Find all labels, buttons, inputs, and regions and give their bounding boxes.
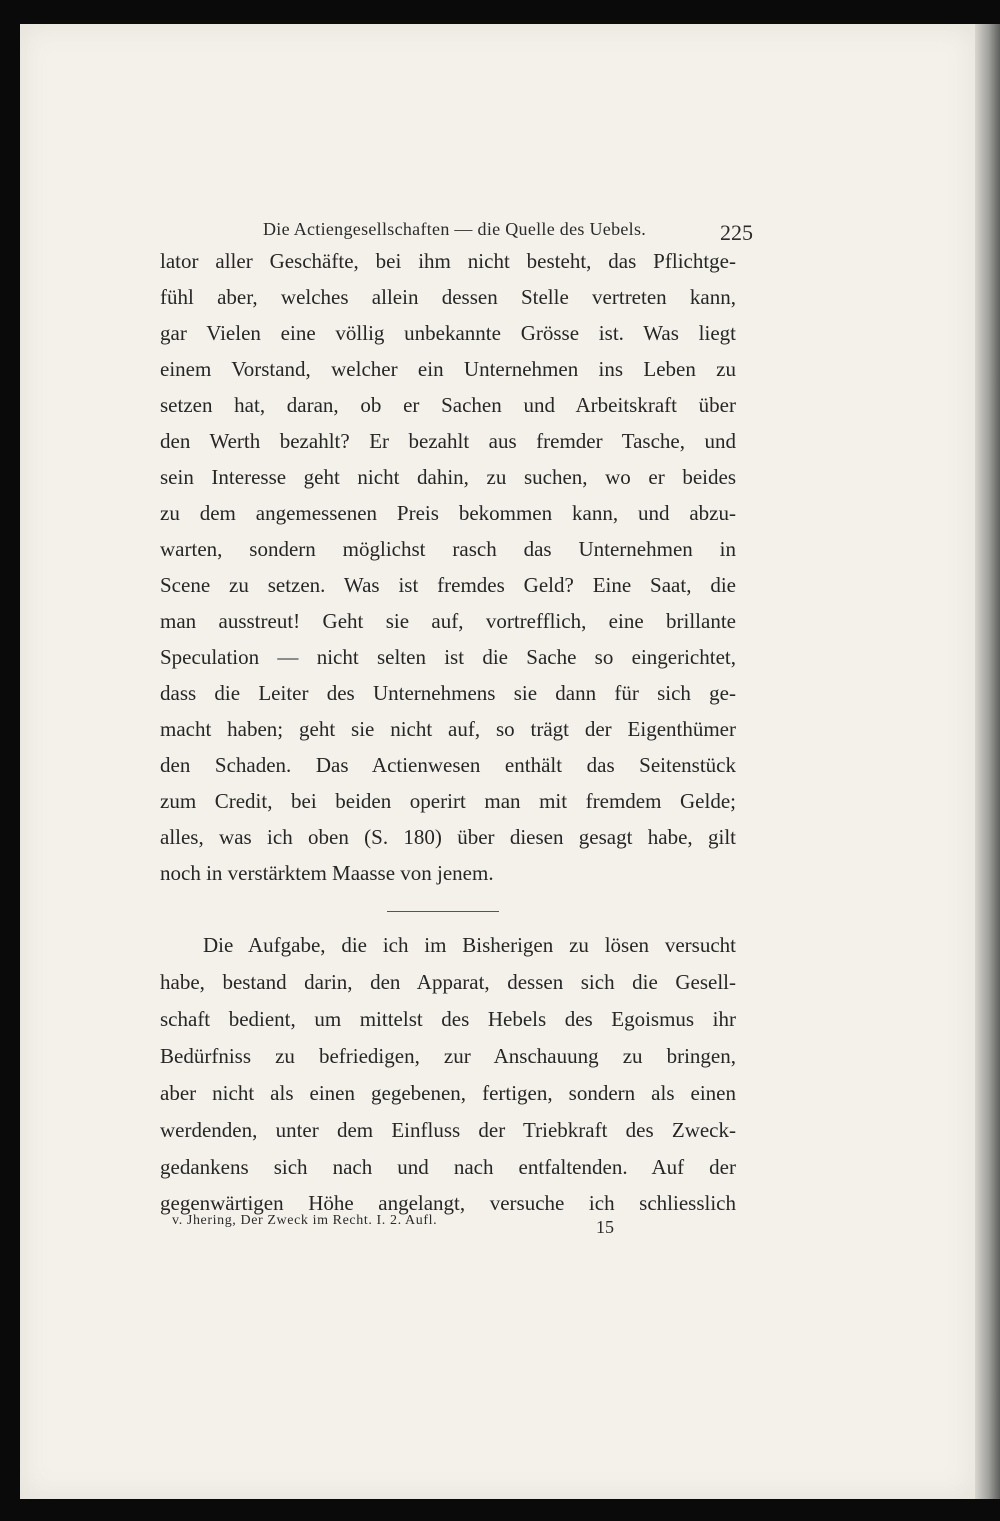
text-line: Scene zu setzen. Was ist fremdes Geld? Eine Saat, die: [160, 573, 736, 597]
section-divider: [387, 911, 499, 912]
text-line: den Schaden. Das Actienwesen enthält das Seitenstück: [160, 753, 736, 777]
text-line: alles, was ich oben (S. 180) über diesen gesagt habe, gilt: [160, 825, 736, 849]
text-line: lator aller Geschäfte, bei ihm nicht besteht, das Pflichtge-: [160, 249, 736, 273]
text-line: noch in verstärktem Maasse von jenem.: [160, 861, 494, 885]
scanner-edge-strip: [975, 24, 1000, 1499]
text-line: macht haben; geht sie nicht auf, so trägt der Eigenthümer: [160, 717, 736, 741]
text-line: aber nicht als einen gegebenen, fertigen, sondern als einen: [160, 1081, 736, 1105]
text-line: Speculation — nicht selten ist die Sache so eingerichtet,: [160, 645, 736, 669]
text-line: sein Interesse geht nicht dahin, zu suchen, wo er beides: [160, 465, 736, 489]
text-line: Die Aufgabe, die ich im Bisherigen zu lösen versucht: [203, 933, 736, 957]
running-head: Die Actiengesellschaften — die Quelle des Uebels.: [263, 219, 647, 239]
text-line: gar Vielen eine völlig unbekannte Grösse ist. Was liegt: [160, 321, 736, 345]
text-line: warten, sondern möglichst rasch das Unternehmen in: [160, 537, 736, 561]
text-line: einem Vorstand, welcher ein Unternehmen ins Leben zu: [160, 357, 736, 381]
text-line: man ausstreut! Geht sie auf, vortrefflich, eine brillante: [160, 609, 736, 633]
text-line: zum Credit, bei beiden operirt man mit fremdem Gelde;: [160, 789, 736, 813]
text-line: gegenwärtigen Höhe angelangt, versuche ich schliesslich: [160, 1191, 736, 1215]
sheet-number: 15: [596, 1217, 614, 1237]
text-line: Bedürfniss zu befriedigen, zur Anschauung zu bringen,: [160, 1044, 736, 1068]
text-line: fühl aber, welches allein dessen Stelle vertreten kann,: [160, 285, 736, 309]
text-line: setzen hat, daran, ob er Sachen und Arbeitskraft über: [160, 393, 736, 417]
text-line: schaft bedient, um mittelst des Hebels des Egoismus ihr: [160, 1007, 736, 1031]
page-number: 225: [720, 220, 753, 245]
text-line: gedankens sich nach und nach entfaltenden. Auf der: [160, 1155, 736, 1179]
text-line: dass die Leiter des Unternehmens sie dann für sich ge-: [160, 681, 736, 705]
text-line: zu dem angemessenen Preis bekommen kann, und abzu-: [160, 501, 736, 525]
printer-signature: v. Jhering, Der Zweck im Recht. I. 2. Aufl.: [172, 1213, 438, 1228]
text-line: werdenden, unter dem Einfluss der Triebkraft des Zweck-: [160, 1118, 736, 1142]
text-line: habe, bestand darin, den Apparat, dessen sich die Gesell-: [160, 970, 736, 994]
text-line: den Werth bezahlt? Er bezahlt aus fremder Tasche, und: [160, 429, 736, 453]
